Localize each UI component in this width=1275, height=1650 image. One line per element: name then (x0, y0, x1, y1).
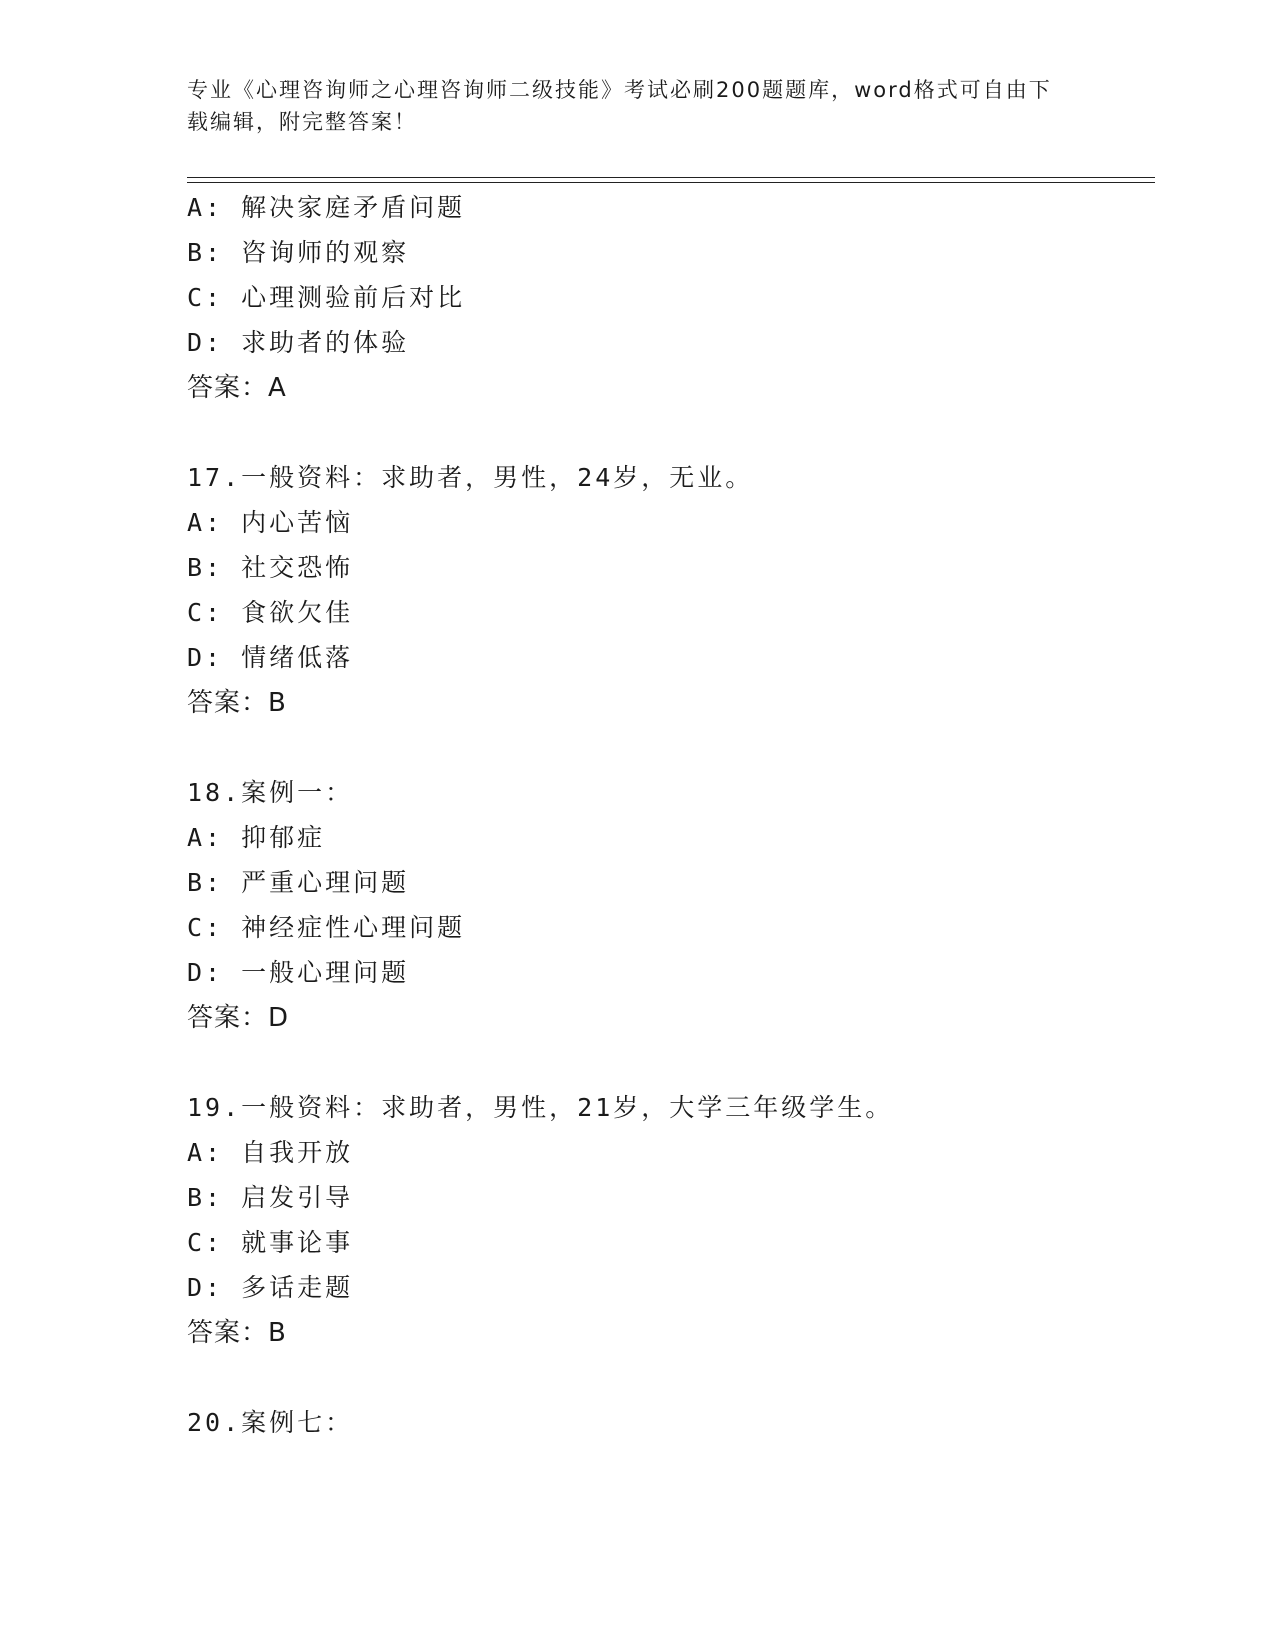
q18-answer: 答案：D (187, 1003, 290, 1033)
q17-stem: 17.一般资料：求助者，男性，24岁，无业。 (187, 463, 754, 492)
q18-option-c: C: 神经症性心理问题 (187, 913, 466, 942)
q16-answer: 答案：A (187, 373, 287, 403)
q16-option-c: C: 心理测验前后对比 (187, 283, 466, 312)
q18-stem: 18.案例一： (187, 778, 354, 807)
q20-stem: 20.案例七： (187, 1408, 354, 1437)
q17-option-c: C: 食欲欠佳 (187, 598, 354, 627)
q19-option-d: D: 多话走题 (187, 1273, 354, 1302)
q16-option-d: D: 求助者的体验 (187, 328, 410, 357)
q17-answer: 答案：B (187, 688, 287, 718)
document-header: 专业《心理咨询师之心理咨询师二级技能》考试必刷200题题库，word格式可自由下载编辑，附完整答案！ (187, 78, 1052, 134)
q16-option-a: A: 解决家庭矛盾问题 (187, 193, 466, 222)
q19-answer: 答案：B (187, 1318, 287, 1348)
q18-option-b: B: 严重心理问题 (187, 868, 410, 897)
q18-option-d: D: 一般心理问题 (187, 958, 410, 987)
q16-option-b: B: 咨询师的观察 (187, 238, 410, 267)
q19-option-a: A: 自我开放 (187, 1138, 354, 1167)
q17-option-d: D: 情绪低落 (187, 643, 354, 672)
q18-option-a: A: 抑郁症 (187, 823, 326, 852)
q17-option-a: A: 内心苦恼 (187, 508, 354, 537)
q19-option-b: B: 启发引导 (187, 1183, 354, 1212)
header-divider-bottom (187, 182, 1155, 183)
header-divider-top (187, 177, 1155, 178)
q19-option-c: C: 就事论事 (187, 1228, 354, 1257)
q17-option-b: B: 社交恐怖 (187, 553, 354, 582)
q19-stem: 19.一般资料：求助者，男性，21岁，大学三年级学生。 (187, 1093, 894, 1122)
